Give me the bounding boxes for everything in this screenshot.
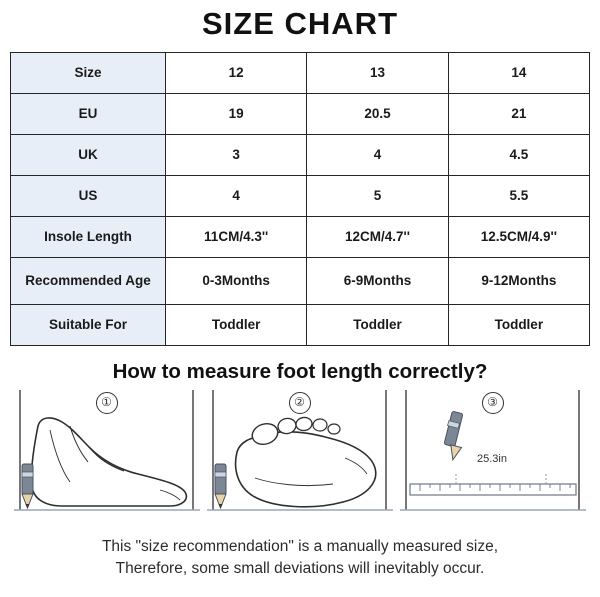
step-1-number: ① <box>96 392 118 414</box>
cell-uk-3: 4.5 <box>448 135 589 176</box>
pencil-icon <box>215 464 226 508</box>
cell-eu-3: 21 <box>448 94 589 135</box>
step-3-number: ③ <box>482 392 504 414</box>
row-label-recommended-age: Recommended Age <box>11 258 166 305</box>
cell-suitable-2: Toddler <box>307 305 448 346</box>
table-row <box>11 94 590 135</box>
table-row <box>11 53 590 94</box>
row-label-us: US <box>11 176 166 217</box>
cell-uk-1: 3 <box>166 135 307 176</box>
row-label-eu: EU <box>11 94 166 135</box>
cell-eu-1: 19 <box>166 94 307 135</box>
row-label-uk: UK <box>11 135 166 176</box>
table-row <box>11 135 590 176</box>
measure-steps-diagrams <box>10 386 590 524</box>
step-3-diagram <box>396 386 589 524</box>
cell-us-2: 5 <box>307 176 448 217</box>
footnote-line-2: Therefore, some small deviations will inevitably occur. <box>115 560 485 578</box>
table-row <box>11 258 590 305</box>
cell-eu-2: 20.5 <box>307 94 448 135</box>
step-1-diagram <box>10 386 203 524</box>
cell-insole-3: 12.5CM/4.9'' <box>448 217 589 258</box>
table-row <box>11 176 590 217</box>
row-label-insole-length: Insole Length <box>11 217 166 258</box>
cell-us-1: 4 <box>166 176 307 217</box>
row-label-suitable-for: Suitable For <box>11 305 166 346</box>
cell-uk-2: 4 <box>307 135 448 176</box>
cell-size-1: 12 <box>166 53 307 94</box>
size-chart-table <box>10 52 590 346</box>
pencil-icon <box>22 464 33 508</box>
cell-us-3: 5.5 <box>448 176 589 217</box>
row-label-size: Size <box>11 53 166 94</box>
page-title: SIZE CHART <box>202 6 398 41</box>
step-2-number: ② <box>289 392 311 414</box>
footnote <box>30 536 570 581</box>
cell-insole-2: 12CM/4.7'' <box>307 217 448 258</box>
measure-instructions-title: How to measure foot length correctly? <box>112 360 488 383</box>
cell-size-2: 13 <box>307 53 448 94</box>
cell-age-1: 0-3Months <box>166 258 307 305</box>
table-row <box>11 305 590 346</box>
cell-suitable-3: Toddler <box>448 305 589 346</box>
cell-age-2: 6-9Months <box>307 258 448 305</box>
pencil-icon <box>444 411 463 461</box>
footnote-line-1: This "size recommendation" is a manually measured size, <box>101 538 499 555</box>
step-2-diagram <box>203 386 396 524</box>
cell-suitable-1: Toddler <box>166 305 307 346</box>
cell-size-3: 14 <box>448 53 589 94</box>
measurement-value: 25.3in <box>477 453 507 465</box>
cell-insole-1: 11CM/4.3'' <box>166 217 307 258</box>
cell-age-3: 9-12Months <box>448 258 589 305</box>
table-row <box>11 217 590 258</box>
